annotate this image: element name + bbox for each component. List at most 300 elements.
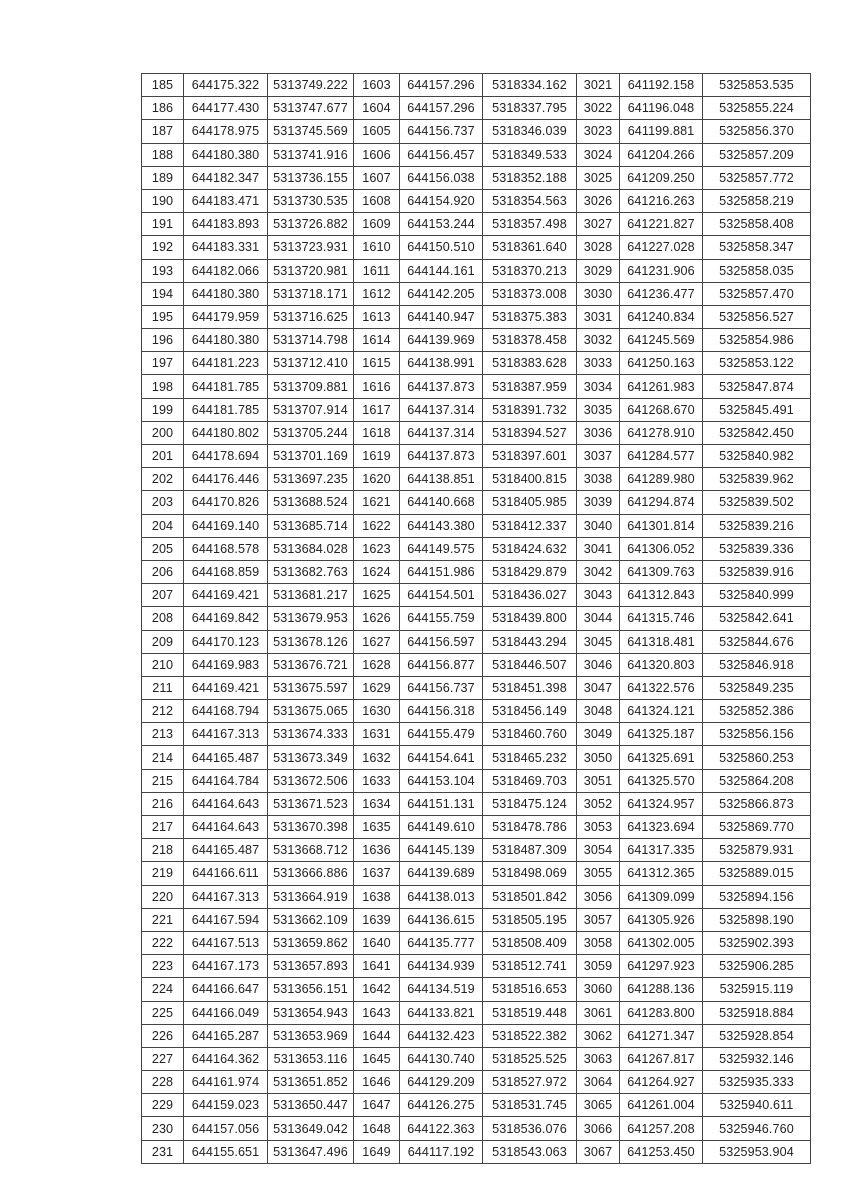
point-number-cell: 3021 bbox=[577, 74, 620, 97]
point-number-cell: 226 bbox=[142, 1024, 184, 1047]
y-coordinate-cell: 5318354.563 bbox=[483, 189, 577, 212]
point-number-cell: 209 bbox=[142, 630, 184, 653]
x-coordinate-cell: 644130.740 bbox=[400, 1047, 483, 1070]
x-coordinate-cell: 641322.576 bbox=[620, 676, 703, 699]
point-number-cell: 211 bbox=[142, 676, 184, 699]
point-number-cell: 1608 bbox=[354, 189, 400, 212]
point-number-cell: 1649 bbox=[354, 1140, 400, 1163]
point-number-cell: 204 bbox=[142, 514, 184, 537]
y-coordinate-cell: 5325853.535 bbox=[703, 74, 811, 97]
point-number-cell: 212 bbox=[142, 700, 184, 723]
point-number-cell: 3041 bbox=[577, 537, 620, 560]
table-row bbox=[142, 908, 811, 931]
x-coordinate-cell: 641271.347 bbox=[620, 1024, 703, 1047]
y-coordinate-cell: 5325858.408 bbox=[703, 213, 811, 236]
x-coordinate-cell: 644165.487 bbox=[184, 839, 268, 862]
point-number-cell: 1603 bbox=[354, 74, 400, 97]
table-row bbox=[142, 700, 811, 723]
y-coordinate-cell: 5313671.523 bbox=[268, 792, 354, 815]
y-coordinate-cell: 5318394.527 bbox=[483, 421, 577, 444]
x-coordinate-cell: 644154.641 bbox=[400, 746, 483, 769]
point-number-cell: 3027 bbox=[577, 213, 620, 236]
point-number-cell: 1610 bbox=[354, 236, 400, 259]
point-number-cell: 230 bbox=[142, 1117, 184, 1140]
point-number-cell: 207 bbox=[142, 584, 184, 607]
y-coordinate-cell: 5325839.916 bbox=[703, 560, 811, 583]
x-coordinate-cell: 641325.187 bbox=[620, 723, 703, 746]
point-number-cell: 1644 bbox=[354, 1024, 400, 1047]
y-coordinate-cell: 5318424.632 bbox=[483, 537, 577, 560]
y-coordinate-cell: 5313714.798 bbox=[268, 329, 354, 352]
x-coordinate-cell: 644138.991 bbox=[400, 352, 483, 375]
point-number-cell: 1620 bbox=[354, 468, 400, 491]
point-number-cell: 187 bbox=[142, 120, 184, 143]
y-coordinate-cell: 5318456.149 bbox=[483, 700, 577, 723]
point-number-cell: 192 bbox=[142, 236, 184, 259]
x-coordinate-cell: 641264.927 bbox=[620, 1071, 703, 1094]
x-coordinate-cell: 644183.331 bbox=[184, 236, 268, 259]
table-row bbox=[142, 421, 811, 444]
point-number-cell: 3035 bbox=[577, 398, 620, 421]
x-coordinate-cell: 644169.140 bbox=[184, 514, 268, 537]
x-coordinate-cell: 644169.842 bbox=[184, 607, 268, 630]
x-coordinate-cell: 644181.785 bbox=[184, 398, 268, 421]
x-coordinate-cell: 641302.005 bbox=[620, 931, 703, 954]
point-number-cell: 228 bbox=[142, 1071, 184, 1094]
table-row bbox=[142, 1094, 811, 1117]
x-coordinate-cell: 644154.920 bbox=[400, 189, 483, 212]
point-number-cell: 3043 bbox=[577, 584, 620, 607]
x-coordinate-cell: 641317.335 bbox=[620, 839, 703, 862]
y-coordinate-cell: 5318383.628 bbox=[483, 352, 577, 375]
y-coordinate-cell: 5313647.496 bbox=[268, 1140, 354, 1163]
x-coordinate-cell: 641294.874 bbox=[620, 491, 703, 514]
x-coordinate-cell: 641312.365 bbox=[620, 862, 703, 885]
point-number-cell: 3049 bbox=[577, 723, 620, 746]
point-number-cell: 188 bbox=[142, 143, 184, 166]
point-number-cell: 3065 bbox=[577, 1094, 620, 1117]
table-row bbox=[142, 630, 811, 653]
y-coordinate-cell: 5325935.333 bbox=[703, 1071, 811, 1094]
y-coordinate-cell: 5313649.042 bbox=[268, 1117, 354, 1140]
table-row bbox=[142, 1140, 811, 1163]
point-number-cell: 1633 bbox=[354, 769, 400, 792]
y-coordinate-cell: 5313712.410 bbox=[268, 352, 354, 375]
y-coordinate-cell: 5325849.235 bbox=[703, 676, 811, 699]
point-number-cell: 1636 bbox=[354, 839, 400, 862]
x-coordinate-cell: 641231.906 bbox=[620, 259, 703, 282]
y-coordinate-cell: 5313681.217 bbox=[268, 584, 354, 607]
table-row bbox=[142, 792, 811, 815]
y-coordinate-cell: 5318543.063 bbox=[483, 1140, 577, 1163]
table-row bbox=[142, 560, 811, 583]
y-coordinate-cell: 5325928.854 bbox=[703, 1024, 811, 1047]
table-row bbox=[142, 816, 811, 839]
x-coordinate-cell: 644151.986 bbox=[400, 560, 483, 583]
point-number-cell: 198 bbox=[142, 375, 184, 398]
x-coordinate-cell: 644133.821 bbox=[400, 1001, 483, 1024]
table-row bbox=[142, 514, 811, 537]
y-coordinate-cell: 5325844.676 bbox=[703, 630, 811, 653]
y-coordinate-cell: 5325860.253 bbox=[703, 746, 811, 769]
x-coordinate-cell: 644134.519 bbox=[400, 978, 483, 1001]
x-coordinate-cell: 644155.479 bbox=[400, 723, 483, 746]
table-row bbox=[142, 885, 811, 908]
y-coordinate-cell: 5325858.347 bbox=[703, 236, 811, 259]
x-coordinate-cell: 641323.694 bbox=[620, 816, 703, 839]
point-number-cell: 3040 bbox=[577, 514, 620, 537]
y-coordinate-cell: 5313675.065 bbox=[268, 700, 354, 723]
x-coordinate-cell: 644164.643 bbox=[184, 792, 268, 815]
y-coordinate-cell: 5318361.640 bbox=[483, 236, 577, 259]
x-coordinate-cell: 644161.974 bbox=[184, 1071, 268, 1094]
x-coordinate-cell: 641309.763 bbox=[620, 560, 703, 583]
table-row bbox=[142, 259, 811, 282]
y-coordinate-cell: 5318527.972 bbox=[483, 1071, 577, 1094]
x-coordinate-cell: 644168.578 bbox=[184, 537, 268, 560]
y-coordinate-cell: 5325840.982 bbox=[703, 445, 811, 468]
y-coordinate-cell: 5318512.741 bbox=[483, 955, 577, 978]
x-coordinate-cell: 644156.457 bbox=[400, 143, 483, 166]
point-number-cell: 215 bbox=[142, 769, 184, 792]
point-number-cell: 1628 bbox=[354, 653, 400, 676]
x-coordinate-cell: 644183.471 bbox=[184, 189, 268, 212]
x-coordinate-cell: 641320.803 bbox=[620, 653, 703, 676]
y-coordinate-cell: 5313707.914 bbox=[268, 398, 354, 421]
point-number-cell: 3033 bbox=[577, 352, 620, 375]
table-row bbox=[142, 305, 811, 328]
y-coordinate-cell: 5325854.986 bbox=[703, 329, 811, 352]
x-coordinate-cell: 641261.983 bbox=[620, 375, 703, 398]
y-coordinate-cell: 5325857.470 bbox=[703, 282, 811, 305]
table-row bbox=[142, 723, 811, 746]
x-coordinate-cell: 641297.923 bbox=[620, 955, 703, 978]
x-coordinate-cell: 644157.056 bbox=[184, 1117, 268, 1140]
point-number-cell: 3036 bbox=[577, 421, 620, 444]
x-coordinate-cell: 644169.421 bbox=[184, 676, 268, 699]
x-coordinate-cell: 644151.131 bbox=[400, 792, 483, 815]
table-row bbox=[142, 537, 811, 560]
point-number-cell: 3034 bbox=[577, 375, 620, 398]
x-coordinate-cell: 644156.318 bbox=[400, 700, 483, 723]
y-coordinate-cell: 5318522.382 bbox=[483, 1024, 577, 1047]
point-number-cell: 1606 bbox=[354, 143, 400, 166]
point-number-cell: 3045 bbox=[577, 630, 620, 653]
point-number-cell: 229 bbox=[142, 1094, 184, 1117]
point-number-cell: 1635 bbox=[354, 816, 400, 839]
point-number-cell: 223 bbox=[142, 955, 184, 978]
table-row bbox=[142, 676, 811, 699]
y-coordinate-cell: 5325906.285 bbox=[703, 955, 811, 978]
point-number-cell: 1646 bbox=[354, 1071, 400, 1094]
table-row bbox=[142, 584, 811, 607]
table-row bbox=[142, 74, 811, 97]
y-coordinate-cell: 5313676.721 bbox=[268, 653, 354, 676]
x-coordinate-cell: 641312.843 bbox=[620, 584, 703, 607]
point-number-cell: 1605 bbox=[354, 120, 400, 143]
y-coordinate-cell: 5313716.625 bbox=[268, 305, 354, 328]
x-coordinate-cell: 644117.192 bbox=[400, 1140, 483, 1163]
y-coordinate-cell: 5313720.981 bbox=[268, 259, 354, 282]
x-coordinate-cell: 644140.947 bbox=[400, 305, 483, 328]
point-number-cell: 1604 bbox=[354, 97, 400, 120]
point-number-cell: 3052 bbox=[577, 792, 620, 815]
point-number-cell: 3031 bbox=[577, 305, 620, 328]
y-coordinate-cell: 5313730.535 bbox=[268, 189, 354, 212]
y-coordinate-cell: 5313659.862 bbox=[268, 931, 354, 954]
y-coordinate-cell: 5325918.884 bbox=[703, 1001, 811, 1024]
table-row bbox=[142, 978, 811, 1001]
table-row bbox=[142, 398, 811, 421]
x-coordinate-cell: 644168.794 bbox=[184, 700, 268, 723]
y-coordinate-cell: 5325879.931 bbox=[703, 839, 811, 862]
y-coordinate-cell: 5325898.190 bbox=[703, 908, 811, 931]
y-coordinate-cell: 5313651.852 bbox=[268, 1071, 354, 1094]
y-coordinate-cell: 5318465.232 bbox=[483, 746, 577, 769]
x-coordinate-cell: 641261.004 bbox=[620, 1094, 703, 1117]
y-coordinate-cell: 5313705.244 bbox=[268, 421, 354, 444]
y-coordinate-cell: 5313653.116 bbox=[268, 1047, 354, 1070]
point-number-cell: 1629 bbox=[354, 676, 400, 699]
x-coordinate-cell: 641253.450 bbox=[620, 1140, 703, 1163]
y-coordinate-cell: 5313650.447 bbox=[268, 1094, 354, 1117]
x-coordinate-cell: 644135.777 bbox=[400, 931, 483, 954]
y-coordinate-cell: 5318505.195 bbox=[483, 908, 577, 931]
y-coordinate-cell: 5313679.953 bbox=[268, 607, 354, 630]
y-coordinate-cell: 5318508.409 bbox=[483, 931, 577, 954]
point-number-cell: 1609 bbox=[354, 213, 400, 236]
table-row bbox=[142, 1024, 811, 1047]
table-row bbox=[142, 607, 811, 630]
y-coordinate-cell: 5318469.703 bbox=[483, 769, 577, 792]
point-number-cell: 1613 bbox=[354, 305, 400, 328]
y-coordinate-cell: 5313747.677 bbox=[268, 97, 354, 120]
x-coordinate-cell: 644157.296 bbox=[400, 74, 483, 97]
y-coordinate-cell: 5318525.525 bbox=[483, 1047, 577, 1070]
table-row bbox=[142, 282, 811, 305]
point-number-cell: 199 bbox=[142, 398, 184, 421]
x-coordinate-cell: 644140.668 bbox=[400, 491, 483, 514]
point-number-cell: 1618 bbox=[354, 421, 400, 444]
y-coordinate-cell: 5313675.597 bbox=[268, 676, 354, 699]
y-coordinate-cell: 5318373.008 bbox=[483, 282, 577, 305]
x-coordinate-cell: 641199.881 bbox=[620, 120, 703, 143]
y-coordinate-cell: 5318375.383 bbox=[483, 305, 577, 328]
point-number-cell: 210 bbox=[142, 653, 184, 676]
y-coordinate-cell: 5325866.873 bbox=[703, 792, 811, 815]
y-coordinate-cell: 5318460.760 bbox=[483, 723, 577, 746]
point-number-cell: 1630 bbox=[354, 700, 400, 723]
y-coordinate-cell: 5325864.208 bbox=[703, 769, 811, 792]
x-coordinate-cell: 641204.266 bbox=[620, 143, 703, 166]
point-number-cell: 218 bbox=[142, 839, 184, 862]
y-coordinate-cell: 5313654.943 bbox=[268, 1001, 354, 1024]
x-coordinate-cell: 641216.263 bbox=[620, 189, 703, 212]
y-coordinate-cell: 5313664.919 bbox=[268, 885, 354, 908]
table-row bbox=[142, 375, 811, 398]
y-coordinate-cell: 5325857.772 bbox=[703, 166, 811, 189]
point-number-cell: 3038 bbox=[577, 468, 620, 491]
x-coordinate-cell: 644167.594 bbox=[184, 908, 268, 931]
x-coordinate-cell: 644175.322 bbox=[184, 74, 268, 97]
point-number-cell: 1647 bbox=[354, 1094, 400, 1117]
y-coordinate-cell: 5325869.770 bbox=[703, 816, 811, 839]
table-row bbox=[142, 769, 811, 792]
y-coordinate-cell: 5318378.458 bbox=[483, 329, 577, 352]
point-number-cell: 185 bbox=[142, 74, 184, 97]
point-number-cell: 1615 bbox=[354, 352, 400, 375]
point-number-cell: 3063 bbox=[577, 1047, 620, 1070]
x-coordinate-cell: 644169.983 bbox=[184, 653, 268, 676]
point-number-cell: 1642 bbox=[354, 978, 400, 1001]
point-number-cell: 3025 bbox=[577, 166, 620, 189]
x-coordinate-cell: 641240.834 bbox=[620, 305, 703, 328]
x-coordinate-cell: 641196.048 bbox=[620, 97, 703, 120]
x-coordinate-cell: 641267.817 bbox=[620, 1047, 703, 1070]
x-coordinate-cell: 641288.136 bbox=[620, 978, 703, 1001]
x-coordinate-cell: 641283.800 bbox=[620, 1001, 703, 1024]
point-number-cell: 220 bbox=[142, 885, 184, 908]
y-coordinate-cell: 5325847.874 bbox=[703, 375, 811, 398]
point-number-cell: 1624 bbox=[354, 560, 400, 583]
y-coordinate-cell: 5313749.222 bbox=[268, 74, 354, 97]
point-number-cell: 3050 bbox=[577, 746, 620, 769]
y-coordinate-cell: 5325840.999 bbox=[703, 584, 811, 607]
y-coordinate-cell: 5318349.533 bbox=[483, 143, 577, 166]
point-number-cell: 1634 bbox=[354, 792, 400, 815]
coordinates-table bbox=[141, 73, 811, 1164]
x-coordinate-cell: 644170.123 bbox=[184, 630, 268, 653]
y-coordinate-cell: 5318519.448 bbox=[483, 1001, 577, 1024]
x-coordinate-cell: 641221.827 bbox=[620, 213, 703, 236]
x-coordinate-cell: 644181.785 bbox=[184, 375, 268, 398]
x-coordinate-cell: 644183.893 bbox=[184, 213, 268, 236]
x-coordinate-cell: 644180.380 bbox=[184, 282, 268, 305]
x-coordinate-cell: 644166.049 bbox=[184, 1001, 268, 1024]
y-coordinate-cell: 5325902.393 bbox=[703, 931, 811, 954]
point-number-cell: 224 bbox=[142, 978, 184, 1001]
x-coordinate-cell: 641324.121 bbox=[620, 700, 703, 723]
x-coordinate-cell: 644129.209 bbox=[400, 1071, 483, 1094]
y-coordinate-cell: 5318531.745 bbox=[483, 1094, 577, 1117]
y-coordinate-cell: 5318405.985 bbox=[483, 491, 577, 514]
point-number-cell: 189 bbox=[142, 166, 184, 189]
table-row bbox=[142, 1047, 811, 1070]
x-coordinate-cell: 644181.223 bbox=[184, 352, 268, 375]
point-number-cell: 3042 bbox=[577, 560, 620, 583]
y-coordinate-cell: 5318370.213 bbox=[483, 259, 577, 282]
table-row bbox=[142, 653, 811, 676]
x-coordinate-cell: 641227.028 bbox=[620, 236, 703, 259]
y-coordinate-cell: 5318498.069 bbox=[483, 862, 577, 885]
y-coordinate-cell: 5325856.527 bbox=[703, 305, 811, 328]
point-number-cell: 3056 bbox=[577, 885, 620, 908]
y-coordinate-cell: 5325839.336 bbox=[703, 537, 811, 560]
y-coordinate-cell: 5318400.815 bbox=[483, 468, 577, 491]
point-number-cell: 200 bbox=[142, 421, 184, 444]
y-coordinate-cell: 5325842.450 bbox=[703, 421, 811, 444]
x-coordinate-cell: 644164.784 bbox=[184, 769, 268, 792]
x-coordinate-cell: 641245.569 bbox=[620, 329, 703, 352]
x-coordinate-cell: 644157.296 bbox=[400, 97, 483, 120]
point-number-cell: 1648 bbox=[354, 1117, 400, 1140]
point-number-cell: 1623 bbox=[354, 537, 400, 560]
point-number-cell: 216 bbox=[142, 792, 184, 815]
x-coordinate-cell: 644137.873 bbox=[400, 375, 483, 398]
point-number-cell: 196 bbox=[142, 329, 184, 352]
x-coordinate-cell: 644178.975 bbox=[184, 120, 268, 143]
x-coordinate-cell: 644156.877 bbox=[400, 653, 483, 676]
point-number-cell: 201 bbox=[142, 445, 184, 468]
y-coordinate-cell: 5325855.224 bbox=[703, 97, 811, 120]
point-number-cell: 3023 bbox=[577, 120, 620, 143]
point-number-cell: 3062 bbox=[577, 1024, 620, 1047]
point-number-cell: 194 bbox=[142, 282, 184, 305]
x-coordinate-cell: 644149.575 bbox=[400, 537, 483, 560]
point-number-cell: 225 bbox=[142, 1001, 184, 1024]
point-number-cell: 3046 bbox=[577, 653, 620, 676]
point-number-cell: 1616 bbox=[354, 375, 400, 398]
y-coordinate-cell: 5318334.162 bbox=[483, 74, 577, 97]
table-row bbox=[142, 213, 811, 236]
x-coordinate-cell: 644156.737 bbox=[400, 676, 483, 699]
x-coordinate-cell: 644137.873 bbox=[400, 445, 483, 468]
point-number-cell: 1625 bbox=[354, 584, 400, 607]
x-coordinate-cell: 641284.577 bbox=[620, 445, 703, 468]
point-number-cell: 203 bbox=[142, 491, 184, 514]
point-number-cell: 3039 bbox=[577, 491, 620, 514]
y-coordinate-cell: 5325940.611 bbox=[703, 1094, 811, 1117]
y-coordinate-cell: 5318429.879 bbox=[483, 560, 577, 583]
x-coordinate-cell: 644139.969 bbox=[400, 329, 483, 352]
y-coordinate-cell: 5313697.235 bbox=[268, 468, 354, 491]
y-coordinate-cell: 5318352.188 bbox=[483, 166, 577, 189]
point-number-cell: 227 bbox=[142, 1047, 184, 1070]
point-number-cell: 208 bbox=[142, 607, 184, 630]
y-coordinate-cell: 5313662.109 bbox=[268, 908, 354, 931]
x-coordinate-cell: 644164.643 bbox=[184, 816, 268, 839]
point-number-cell: 221 bbox=[142, 908, 184, 931]
y-coordinate-cell: 5313670.398 bbox=[268, 816, 354, 839]
point-number-cell: 1632 bbox=[354, 746, 400, 769]
y-coordinate-cell: 5318346.039 bbox=[483, 120, 577, 143]
x-coordinate-cell: 644165.287 bbox=[184, 1024, 268, 1047]
x-coordinate-cell: 641318.481 bbox=[620, 630, 703, 653]
y-coordinate-cell: 5313709.881 bbox=[268, 375, 354, 398]
point-number-cell: 1627 bbox=[354, 630, 400, 653]
point-number-cell: 3030 bbox=[577, 282, 620, 305]
x-coordinate-cell: 644138.851 bbox=[400, 468, 483, 491]
x-coordinate-cell: 641236.477 bbox=[620, 282, 703, 305]
point-number-cell: 1640 bbox=[354, 931, 400, 954]
y-coordinate-cell: 5313701.169 bbox=[268, 445, 354, 468]
x-coordinate-cell: 644167.173 bbox=[184, 955, 268, 978]
y-coordinate-cell: 5325846.918 bbox=[703, 653, 811, 676]
y-coordinate-cell: 5325839.502 bbox=[703, 491, 811, 514]
point-number-cell: 3064 bbox=[577, 1071, 620, 1094]
y-coordinate-cell: 5318391.732 bbox=[483, 398, 577, 421]
table-row bbox=[142, 329, 811, 352]
table-row bbox=[142, 1117, 811, 1140]
table-row bbox=[142, 143, 811, 166]
point-number-cell: 1619 bbox=[354, 445, 400, 468]
y-coordinate-cell: 5318446.507 bbox=[483, 653, 577, 676]
table-row bbox=[142, 166, 811, 189]
y-coordinate-cell: 5318412.337 bbox=[483, 514, 577, 537]
x-coordinate-cell: 641268.670 bbox=[620, 398, 703, 421]
point-number-cell: 3067 bbox=[577, 1140, 620, 1163]
point-number-cell: 1621 bbox=[354, 491, 400, 514]
